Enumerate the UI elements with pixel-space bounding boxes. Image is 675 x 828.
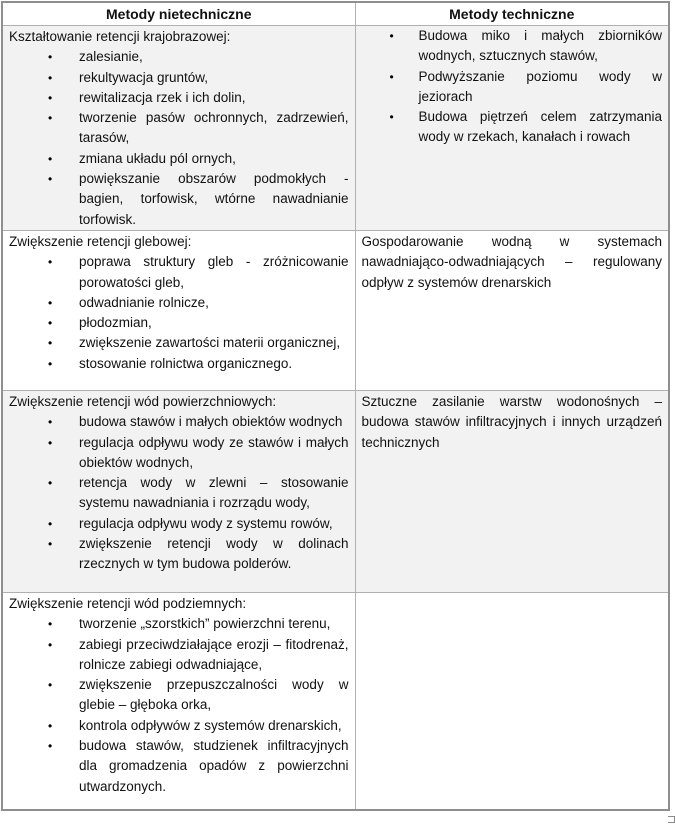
list-item — [48, 252, 349, 293]
table-cell-left — [2, 26, 355, 231]
bullet-icon: • — [48, 111, 53, 126]
list-item — [48, 169, 349, 230]
list-item-text: budowa stawów i małych obiektów wodnych — [79, 414, 343, 430]
bullet-icon: • — [389, 69, 394, 84]
table-cell-left — [2, 592, 355, 810]
list-item — [390, 26, 663, 67]
bullet-icon: • — [48, 295, 53, 310]
list-item — [390, 67, 663, 108]
bullet-icon: • — [48, 316, 53, 331]
bullet-icon: • — [48, 678, 53, 693]
table-cell-left — [2, 390, 355, 592]
list-item-text: tworzenie pasów ochronnych, zadrzewień, tarasów, — [79, 110, 349, 146]
bullet-icon: • — [48, 151, 53, 166]
bullet-icon: • — [389, 29, 394, 43]
bullet-icon: • — [48, 476, 53, 491]
list-item — [48, 293, 349, 313]
cell-paragraph: Sztuczne zasilanie warstw wodonośnych – budowa stawów infiltracyjnych i innych urządzeń technicznych — [361, 393, 662, 450]
list-item — [48, 354, 349, 374]
list-item-text: zabiegi przeciwdziałające erozji – fitodrenaż, rolnicze zabiegi odwadniające, — [79, 636, 349, 672]
bullet-icon: • — [48, 537, 53, 552]
list-item-text: Budowa miko i małych zbiorników wodnych, sztucznych stawów, — [418, 28, 662, 64]
bullet-icon: • — [48, 718, 53, 733]
list-item — [48, 675, 349, 716]
list-item — [48, 716, 349, 736]
list-item-text: retencja wody w zlewni – stosowanie systemu nawadniania i rozrządu wody, — [79, 475, 349, 511]
bullet-icon: • — [48, 90, 53, 105]
list-item — [48, 614, 349, 634]
bullet-icon: • — [48, 435, 53, 450]
retention-methods-table — [1, 1, 670, 811]
list-item-text: zwiększenie retencji wody w dolinach rzecznych w tym budowa polderów. — [79, 536, 349, 572]
list-item-text: tworzenie „szorstkich” powierzchni terenu, — [79, 616, 331, 632]
bullet-icon: • — [48, 739, 53, 754]
cell-heading: Kształtowanie retencji krajobrazowej: — [9, 29, 231, 44]
table-cell-right — [355, 230, 669, 390]
list-item-text: zwiększenie zawartości materii organicznej, — [79, 335, 341, 351]
list-item — [48, 635, 349, 676]
list-item — [48, 149, 349, 169]
list-item-text: zalesianie, — [79, 49, 143, 65]
list-item — [48, 88, 349, 108]
list-item-text: regulacja odpływu wody ze stawów i małych obiektów wodnych, — [79, 434, 349, 470]
table-cell-right — [355, 592, 669, 810]
list-item — [390, 107, 663, 148]
list-item — [48, 412, 349, 432]
list-item-text: budowa stawów, studzienek infiltracyjnych dla gromadzenia opadów z powierzchni utwardzonych. — [79, 738, 349, 794]
list-item-text: odwadnianie rolnicze, — [79, 294, 209, 310]
column-header-nontechnical: Metody nietechniczne — [2, 2, 355, 26]
bullet-icon: • — [389, 110, 394, 125]
bullet-icon: • — [48, 255, 53, 270]
header-row — [2, 2, 669, 26]
list-item — [48, 47, 349, 67]
list-item-text: płodozmian, — [79, 315, 152, 331]
bullet-icon: • — [48, 70, 53, 85]
list-item-text: stosowanie rolnictwa organicznego. — [79, 355, 293, 371]
list-item — [48, 534, 349, 575]
list-item-text: powiększanie obszarów podmokłych - bagien, torfowisk, wtórne nawadnianie torfowisk. — [79, 171, 349, 227]
bullet-icon: • — [48, 516, 53, 531]
bullet-icon: • — [48, 50, 53, 65]
bullet-icon: • — [48, 617, 53, 632]
table-row — [2, 592, 669, 810]
cell-heading: Zwiększenie retencji wód powierzchniowych: — [9, 393, 277, 409]
list-item-text: zwiększenie przepuszczalności wody w glebie – głęboka orka, — [79, 677, 349, 713]
list-item-text: regulacja odpływu wody z systemu rowów, — [79, 515, 333, 531]
list-item-text: zmiana układu pól ornych, — [79, 150, 236, 166]
list-item-text: rekultywacja gruntów, — [79, 69, 209, 85]
list-item-text: Podwyższanie poziomu wody w jeziorach — [418, 68, 662, 104]
list-item-text: rewitalizacja rzek i ich dolin, — [79, 89, 246, 105]
list-item-text: poprawa struktury gleb - zróżnicowanie porowatości gleb, — [79, 254, 349, 290]
bullet-icon: • — [48, 415, 53, 430]
list-item — [48, 514, 349, 534]
list-item — [48, 68, 349, 88]
table-resize-handle-icon[interactable] — [668, 816, 675, 823]
list-item — [48, 736, 349, 797]
list-item — [48, 313, 349, 333]
list-item — [48, 108, 349, 149]
list-item — [48, 333, 349, 353]
list-item-text: Budowa piętrzeń celem zatrzymania wody w rzekach, kanałach i rowach — [418, 109, 662, 145]
bullet-icon: • — [48, 336, 53, 351]
bullet-icon: • — [48, 637, 53, 652]
list-item-text: kontrola odpływów z systemów drenarskich, — [79, 717, 342, 733]
list-item — [48, 473, 349, 514]
table-row — [2, 230, 669, 390]
bullet-icon: • — [48, 172, 53, 187]
bullet-icon: • — [48, 356, 53, 371]
cell-heading: Zwiększenie retencji glebowej: — [9, 233, 192, 249]
table-row — [2, 390, 669, 592]
list-item — [48, 433, 349, 474]
table-cell-right — [355, 26, 669, 231]
table-row — [2, 26, 669, 231]
table-cell-right — [355, 390, 669, 592]
cell-paragraph: Gospodarowanie wodną w systemach nawadniająco-odwadniających – regulowany odpływ z systemów drenarskich — [361, 233, 662, 290]
table-cell-left — [2, 230, 355, 390]
column-header-technical: Metody techniczne — [355, 2, 669, 26]
table-body — [2, 26, 669, 811]
cell-heading: Zwiększenie retencji wód podziemnych: — [9, 595, 247, 611]
